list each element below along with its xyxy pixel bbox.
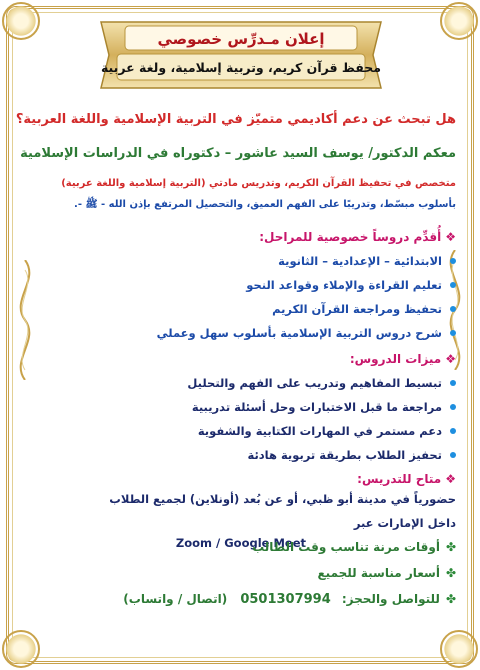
list-item: تحفيظ ومراجعة القرآن الكريم [272, 298, 456, 317]
bullet-icon [450, 282, 456, 288]
banner-frame-icon [95, 16, 387, 94]
check-icon: ✤ [445, 566, 456, 580]
teacher-name: معكم الدكتور/ يوسف السيد عاشور – دكتوراه في الدراسات الإسلامية [20, 146, 456, 161]
check-icon: ✤ [445, 592, 456, 606]
banner-title: إعلان مـدرِّس خصوصي [157, 30, 325, 48]
diamond-icon: ❖ [445, 352, 456, 366]
list-item: تعليم القراءة والإملاء وقواعد النحو [246, 274, 456, 293]
bullet-icon [450, 380, 456, 386]
left-swirl-ornament-icon [10, 260, 40, 380]
bullet-icon [450, 306, 456, 312]
availability-line-1: حضورياً في مدينة أبو ظبي، أو عن بُعد (أونلاين) لجميع الطلاب [109, 492, 456, 506]
diamond-icon: ❖ [445, 472, 456, 486]
list-item: مراجعة ما قبل الاختبارات وحل أسئلة تدريبية [192, 396, 456, 415]
contact-row [123, 588, 456, 607]
prices-row [317, 562, 456, 581]
bullet-icon [450, 258, 456, 264]
contact-label: للتواصل والحجز: [341, 592, 440, 606]
features-heading-row [350, 348, 456, 367]
list-item: تبسيط المفاهيم وتدريب على الفهم والتحليل [187, 372, 456, 391]
intro-description-2: بأسلوب مبسّط، وتدريبًا على الفهم العميق، والتحصيل المرتفع بإذن الله - ﷺ -. [74, 199, 456, 210]
prices: أسعار مناسبة للجميع [317, 566, 440, 580]
list-item: تحفيز الطلاب بطريقة تربوية هادئة [247, 444, 456, 463]
stages-heading: أُقدِّم دروساً خصوصية للمراحل: [259, 230, 442, 244]
corner-ornament-icon [440, 2, 478, 40]
contact-note: (اتصال / واتساب) [123, 592, 228, 606]
availability-heading: متاح للتدريس: [357, 472, 442, 486]
times-row [252, 536, 456, 555]
intro-question: هل تبحث عن دعم أكاديمي متميّز في التربية الإسلامية واللغة العربية؟ [15, 112, 456, 127]
list-item: دعم مستمر في المهارات الكتابية والشفوية [198, 420, 456, 439]
availability-line-2: داخل الإمارات عبر [353, 516, 456, 530]
availability-heading-row [357, 468, 456, 487]
stages-heading-row [259, 226, 456, 245]
intro-description-1: متخصص في تحفيظ القرآن الكريم، وتدريس مادتي (التربية إسلامية واللغة عربية) [61, 178, 456, 189]
list-item: الابتدائية – الإعدادية – الثانوية [278, 250, 456, 269]
bullet-icon [450, 330, 456, 336]
header-banner [95, 16, 387, 94]
banner-subtitle: محفظ قرآن كريم، وتربية إسلامية، ولغة عربية [100, 60, 382, 75]
platforms: Zoom / Google Meet [175, 536, 306, 550]
check-icon: ✤ [445, 540, 456, 554]
flexible-times: أوقات مرنة تناسب وقت الطالب [252, 540, 440, 554]
availability-line-2-row [354, 512, 456, 531]
diamond-icon: ❖ [445, 230, 456, 244]
corner-ornament-icon [440, 630, 478, 668]
bullet-icon [450, 452, 456, 458]
bullet-icon [450, 428, 456, 434]
list-item: شرح دروس التربية الإسلامية بأسلوب سهل وعملي [157, 322, 456, 341]
features-heading: ميزات الدروس: [349, 352, 442, 366]
bullet-icon [450, 404, 456, 410]
corner-ornament-icon [2, 2, 40, 40]
phone-number[interactable]: 0501307994 [240, 592, 331, 607]
corner-ornament-icon [2, 630, 40, 668]
